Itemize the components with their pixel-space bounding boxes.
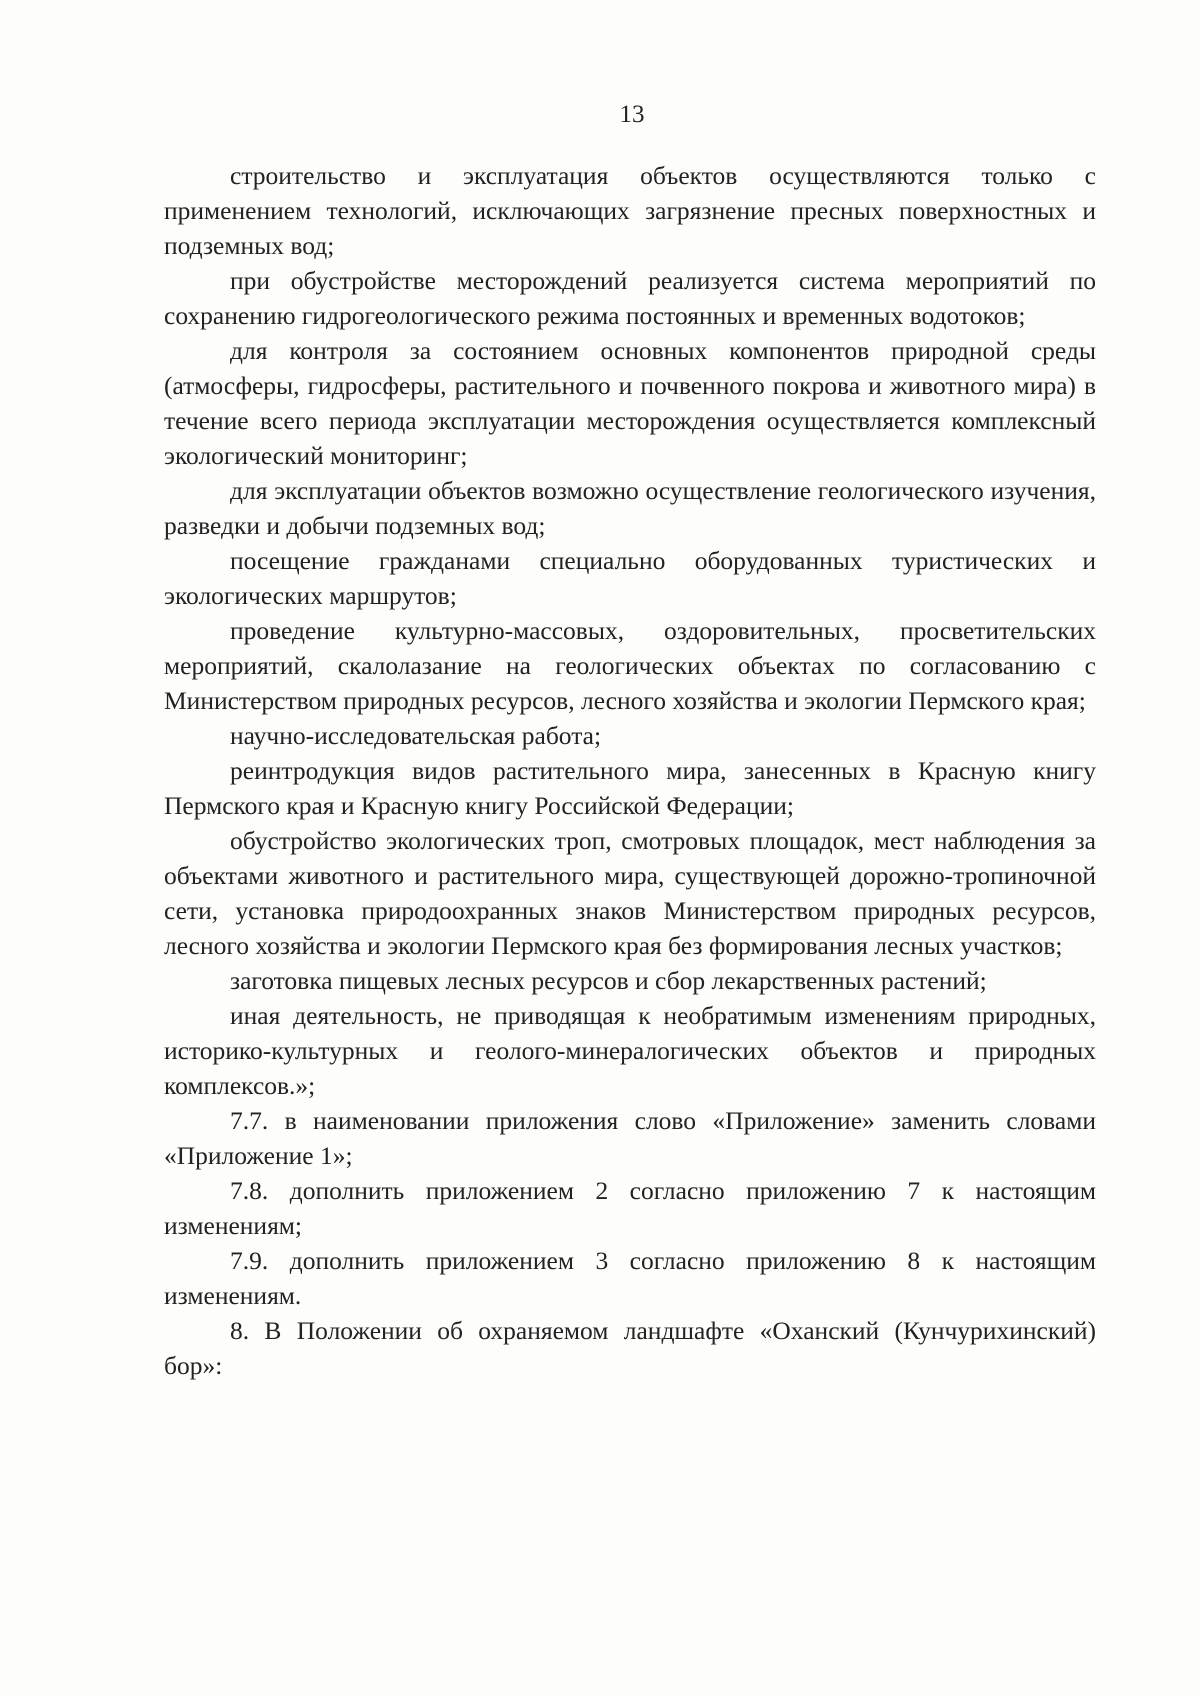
paragraph: для контроля за состоянием основных компонентов природной среды (атмосферы, гидросферы, растительного и почвенного покрова и животного мира) в течение всего периода эксплуатации месторождения осуществляется комплексный экологический мониторинг;	[164, 336, 1096, 470]
paragraph: 7.7. в наименовании приложения слово «Приложение» заменить словами «Приложение 1»;	[164, 1106, 1096, 1170]
paragraph: для эксплуатации объектов возможно осуществление геологического изучения, разведки и добычи подземных вод;	[164, 476, 1096, 540]
paragraph: реинтродукция видов растительного мира, занесенных в Красную книгу Пермского края и Красную книгу Российской Федерации;	[164, 756, 1096, 820]
paragraph: 8. В Положении об охраняемом ландшафте «Оханский (Кунчурихинский) бор»:	[164, 1316, 1096, 1380]
paragraph: иная деятельность, не приводящая к необратимым изменениям природных, историко-культурных и геолого-минералогических объектов и природных комплексов.»;	[164, 1001, 1096, 1100]
paragraph: посещение гражданами специально оборудованных туристических и экологических маршрутов;	[164, 546, 1096, 610]
paragraph: заготовка пищевых лесных ресурсов и сбор лекарственных растений;	[230, 966, 987, 995]
paragraph: строительство и эксплуатация объектов осуществляются только с применением технологий, исключающих загрязнение пресных поверхностных и подземных вод;	[164, 161, 1096, 260]
paragraph: научно-исследовательская работа;	[230, 721, 602, 750]
paragraph: 7.9. дополнить приложением 3 согласно приложению 8 к настоящим изменениям.	[164, 1246, 1096, 1310]
paragraph: обустройство экологических троп, смотровых площадок, мест наблюдения за объектами животного и растительного мира, существующей дорожно-тропиночной сети, установка природоохранных знаков Министерством природных ресурсов, лесного хозяйства и экологии Пермского края без формирования лесных участков;	[164, 826, 1096, 960]
paragraph: проведение культурно-массовых, оздоровительных, просветительских мероприятий, скалолазание на геологических объектах по согласованию с Министерством природных ресурсов, лесного хозяйства и экологии Пермского края;	[164, 616, 1096, 715]
page-number: 13	[619, 101, 645, 128]
paragraph: 7.8. дополнить приложением 2 согласно приложению 7 к настоящим изменениям;	[164, 1176, 1096, 1240]
paragraph: при обустройстве месторождений реализуется система мероприятий по сохранению гидрогеологического режима постоянных и временных водотоков;	[164, 266, 1096, 330]
document-body	[164, 158, 1096, 1383]
